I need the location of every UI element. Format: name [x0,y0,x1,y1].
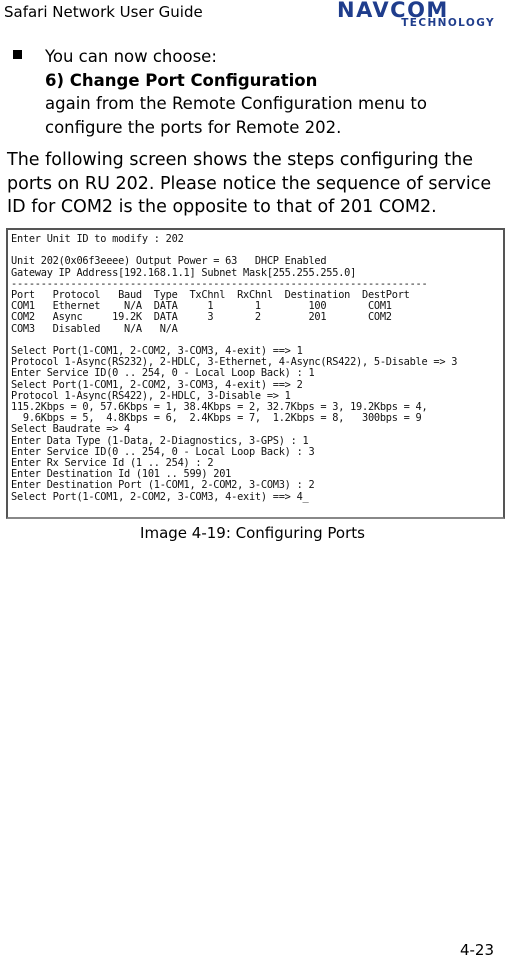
header-title: Safari Network User Guide [4,3,203,21]
bullet-text [45,45,485,139]
terminal-line: Unit 202(0x06f3eeee) Output Power = 63 DHCP Enabled [11,255,327,268]
terminal-line: Enter Service ID(0 .. 254, 0 - Local Loop Back) : 1 [11,367,315,380]
terminal-line: Select Baudrate => 4 [11,423,130,436]
bullet-square-icon [13,50,22,59]
logo-bottom-text: TECHNOLOGY [401,17,495,29]
terminal-line: Select Port(1-COM1, 2-COM2, 3-COM3, 4-exit) ==> 2 [11,378,303,391]
terminal-line: COM2 Async 19.2K DATA 3 2 201 COM2 [11,311,392,324]
bullet-line-1: You can now choose: [45,47,217,66]
bullet-line-2: 6) Change Port Configuration [45,70,318,90]
terminal-screenshot [6,228,505,519]
bullet-line-4: configure the ports for Remote 202. [45,117,342,137]
terminal-line: COM3 Disabled N/A N/A [11,322,178,335]
terminal-line: Enter Destination Id (101 .. 599) 201 [11,468,232,481]
terminal-line: 9.6Kbps = 5, 4.8Kbps = 6, 2.4Kbps = 7, 1.2Kbps = 8, 300bps = 9 [11,412,422,425]
terminal-line: Enter Rx Service Id (1 .. 254) : 2 [11,457,214,470]
image-caption: Image 4-19: Configuring Ports [140,524,365,542]
terminal-line: Enter Unit ID to modify : 202 [11,234,184,245]
terminal-output [11,234,500,514]
bullet-line-3: again from the Remote Configuration menu to [45,94,427,113]
logo-top-text: NAVCOM [337,0,449,22]
navcom-logo [337,0,495,30]
terminal-line: Protocol 1-Async(RS232), 2-HDLC, 3-Ethernet, 4-Async(RS422), 5-Disable => 3 [11,356,458,369]
terminal-line: Port Protocol Baud Type TxChnl RxChnl Destination DestPort [11,289,410,301]
terminal-line: Select Port(1-COM1, 2-COM2, 3-COM3, 4-exit) ==> 1 [11,345,303,357]
terminal-line: Protocol 1-Async(RS422), 2-HDLC, 3-Disable => 1 [11,389,291,402]
terminal-line: ---------------------------------------------------------------------- [11,277,428,290]
terminal-line: Enter Service ID(0 .. 254, 0 - Local Loop Back) : 3 [11,445,315,458]
page-number: 4-23 [459,941,494,959]
terminal-line: Select Port(1-COM1, 2-COM2, 3-COM3, 4-exit) ==> 4_ [11,490,309,503]
terminal-line: COM1 Ethernet N/A DATA 1 1 100 COM1 [11,300,392,313]
terminal-line: Gateway IP Address[192.168.1.1] Subnet Mask[255.255.255.0] [11,266,357,279]
terminal-line: Enter Data Type (1-Data, 2-Diagnostics, 3-GPS) : 1 [11,434,309,447]
body-paragraph: The following screen shows the steps configuring the ports on RU 202. Please notice the sequence of service ID for COM2 is the opposite to that of 201 COM2. [7,150,492,217]
terminal-line: Enter Destination Port (1-COM1, 2-COM2, 3-COM3) : 2 [11,479,315,492]
terminal-line: 115.2Kbps = 0, 57.6Kbps = 1, 38.4Kbps = 2, 32.7Kbps = 3, 19.2Kbps = 4, [11,401,428,414]
